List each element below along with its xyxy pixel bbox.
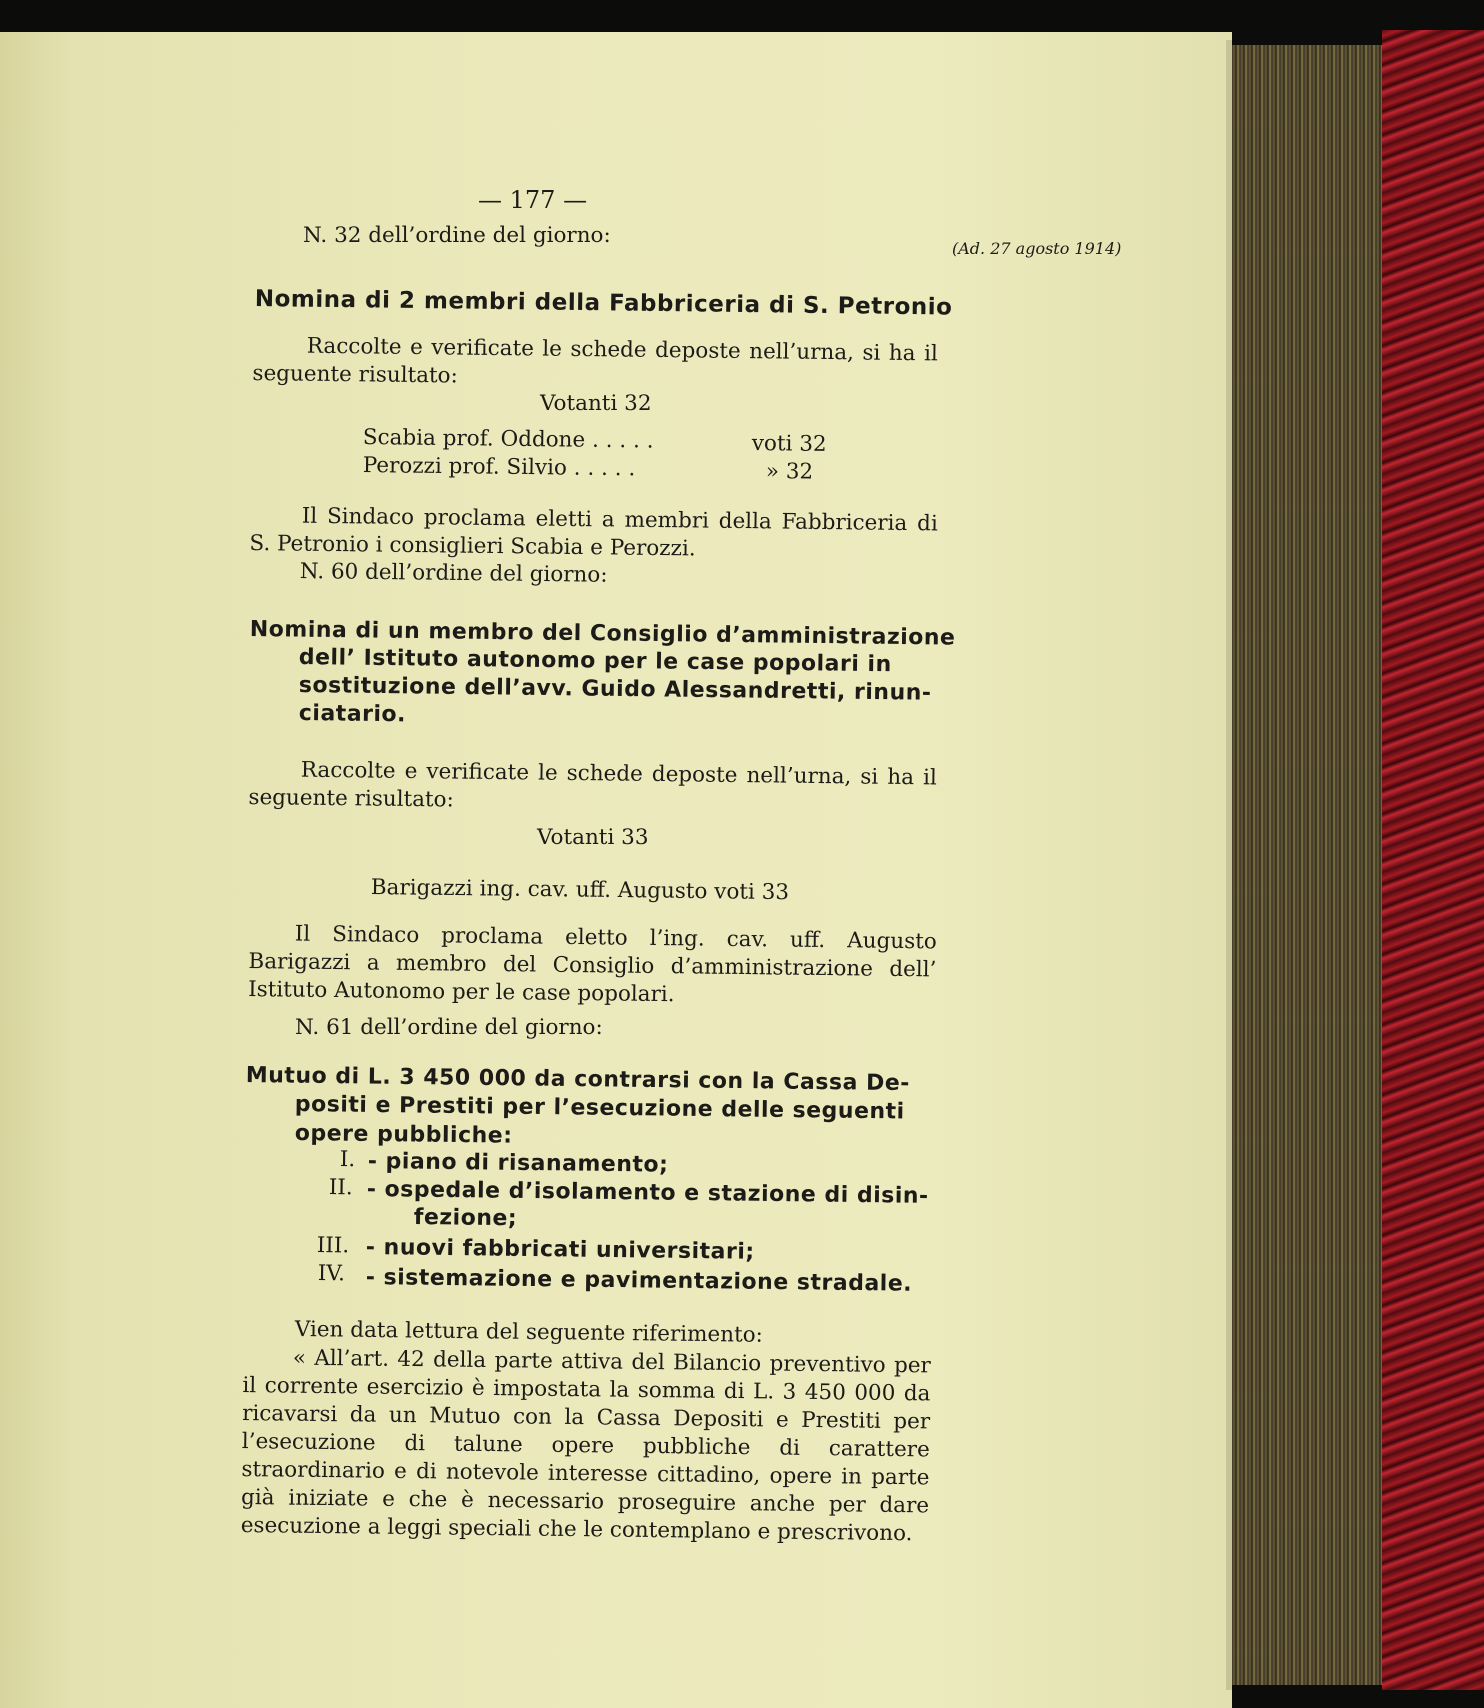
page-block-edge [1232,45,1382,1685]
work-num-2: II. [328,1174,353,1201]
item-60-title-line-4: ciatario. [298,700,407,728]
reading-line: Vien data lettura del seguente riferimento: [294,1316,764,1348]
budget-quote: « All’art. 42 della parte attiva del Bilancio preventivo per il corrente esercizio è impostata la somma di L. 3 450 000 da ricavarsi da un Mutuo con la Cassa Depositi e Prestiti per l’esecuzione di talune opere pubbliche di carattere straordinario e di notevole interesse cittadino, opere in parte già iniziate e che è necessario proseguire anche per dare esecuzione a leggi speciali che le contemplano e prescrivono. [240,1345,931,1547]
agenda-item-60: N. 60 dell’ordine del giorno: [299,558,608,588]
work-text-3: - nuovi fabbricati universitari; [365,1234,755,1265]
item-60-intro: Raccolte e verificate le schede deposte nell’urna, si ha il seguente risultato: [248,757,937,813]
marginal-date: (Ad. 27 agosto 1914) [952,239,1122,258]
work-num-1: I. [339,1146,356,1173]
work-text-1: - piano di risanamento; [367,1148,669,1178]
item-60-title-line-3: sostituzione dell’avv. Guido Alessandretti, rinun- [298,672,932,706]
item-61-title-line-1: Mutuo di L. 3 450 000 da contrarsi con la Cassa De- [245,1062,911,1097]
item-60-result: Barigazzi ing. cav. uff. Augusto voti 33 [370,874,790,906]
item-32-proclamation: Il Sindaco proclama eletti a membri della Fabbriceria di S. Petronio i consiglieri Scabia e Perozzi. [249,503,938,562]
result-votes-1: voti 32 [751,430,827,457]
agenda-item-61: N. 61 dell’ordine del giorno: [295,1015,603,1040]
result-name-2: Perozzi prof. Silvio . . . . . [362,452,636,482]
item-61-title-line-3: opere pubbliche: [294,1120,513,1149]
work-text-2-cont: fezione; [413,1204,518,1232]
item-32-title: Nomina di 2 membri della Fabbriceria di S. Petronio [254,286,953,321]
item-60-title-line-1: Nomina di un membro del Consiglio d’amministrazione [249,616,956,651]
item-60-proclamation: Il Sindaco proclama eletto l’ing. cav. uff. Augusto Barigazzi a membro del Consiglio d’amministrazione dell’ Istituto Autonomo per le case popolari. [247,921,937,1008]
book-binding [1382,30,1484,1690]
work-num-4: IV. [317,1260,346,1287]
item-32-intro: Raccolte e verificate le schede deposte nell’urna, si ha il seguente risultato: [252,333,938,389]
page-number: — 177 — [478,186,588,214]
item-60-votanti: Votanti 33 [537,825,649,850]
result-votes-2: » 32 [765,458,814,485]
item-60-title-line-2: dell’ Istituto autonomo per le case popolari in [298,644,892,678]
work-num-3: III. [316,1232,350,1259]
work-text-4: - sistemazione e pavimentazione stradale. [365,1264,913,1297]
agenda-item-32: N. 32 dell’ordine del giorno: [303,223,611,248]
item-61-title-line-2: positi e Prestiti per l’esecuzione delle seguenti [294,1091,905,1125]
item-32-votanti: Votanti 32 [540,391,652,416]
book-page [0,32,1232,1708]
work-text-2: - ospedale d’isolamento e stazione di disin- [366,1176,929,1209]
result-name-1: Scabia prof. Oddone . . . . . [362,424,654,454]
